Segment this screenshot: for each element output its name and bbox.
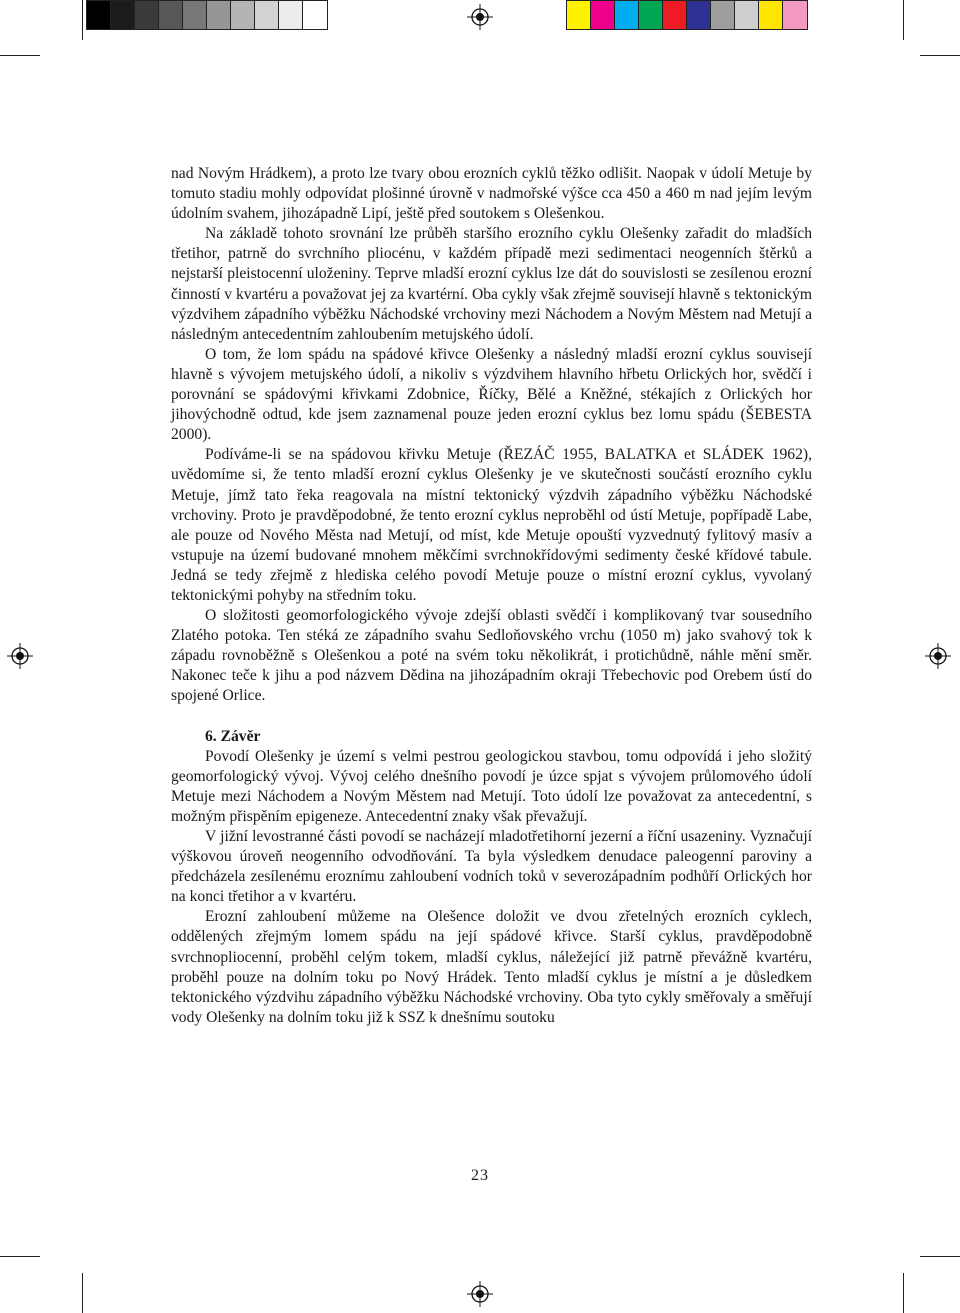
page-number: 23: [471, 1167, 489, 1184]
color-swatch: [663, 1, 687, 29]
color-swatch: [135, 1, 159, 29]
document-body: [171, 164, 812, 1028]
crop-mark-bottom-left: [82, 1273, 83, 1313]
color-swatch: [735, 1, 759, 29]
section-heading-conclusion: 6. Závěr: [205, 727, 261, 745]
color-swatch: [159, 1, 183, 29]
grayscale-color-bar: [86, 0, 328, 30]
color-swatch: [783, 1, 807, 29]
crop-mark-top-right: [903, 0, 904, 40]
crop-mark-bottom-right-h: [920, 1256, 960, 1257]
body-paragraph: O tom, že lom spádu na spádové křivce Olešenky a následný mladší erozní cyklus souvisejí hlavně s vývojem metujského údolí, a nikoliv s výzdvihem hlavního hřbetu Orlických hor, svědčí i porovnání se spádovými křivkami Zdobnice, Říčky, Bělé a Kněžné, stékajích z Orlických hor jihovýchodně odtud, kde jsem zaznamenal pouze jeden erozní cyklus bez lomu spádu (ŠEBESTA 2000).: [171, 345, 812, 444]
body-paragraph: O složitosti geomorfologického vývoje zdejší oblasti svědčí i komplikovaný tvar sousedního Zlatého potoka. Ten stéká ze západního svahu Sedloňovského vrchu (1050 m) jako svahový tok k západu rovnoběžně s Olešenkou a poté na svém toku několikrát, i protichůdně, náhle mění směr. Nakonec teče k jihu a pod názvem Dědina na jihozápadním okraji Třebechovic pod Orebem ústí do spojené Orlice.: [171, 607, 812, 705]
color-swatch: [231, 1, 255, 29]
color-swatch: [255, 1, 279, 29]
color-swatch: [111, 1, 135, 29]
color-swatch: [279, 1, 303, 29]
color-swatch: [591, 1, 615, 29]
color-swatch: [303, 1, 327, 29]
color-swatch: [639, 1, 663, 29]
body-paragraph: nad Novým Hrádkem), a proto lze tvary obou erozních cyklů těžko odlišit. Naopak v údolí Metuje by tomuto stadiu mohly odpovídat plošinné úrovně v nadmořské výšce cca 450 a 460 m nad jejím levým údolním svahem, jihozápadně Lipí, ještě před soutokem s Olešenkou.: [171, 165, 812, 223]
conclusion-paragraph: V jižní levostranné části povodí se nacházejí mladotřetihorní jezerní a říční usazeniny. Vyznačují výškovou úroveň neogenního odvodňování. Ta byla výsledkem denudace paleogenní paroviny a předcházela zesílenému eroznímu zahloubení vodních toků v severozápadním podhůří Orlických hor na konci třetihor a v kvartéru.: [171, 828, 812, 906]
color-swatch: [183, 1, 207, 29]
body-paragraph: Podíváme-li se na spádovou křivku Metuje (ŘEZÁČ 1955, BALATKA et SLÁDEK 1962), uvědomíme si, že tento mladší erozní cyklus Olešenky je ve skutečnosti součástí erozního cyklu Metuje, jímž tato řeka reagovala na místní tektonický výzdvih západního výběžku Náchodské vrchoviny. Proto je pravděpodobné, že tento erozní cyklus neproběhl od ústí Metuje, popřípadě Labe, ale pouze od Nového Města nad Metují, od míst, kde Metuje opouští vyzvednutý fylitový masív a vstupuje na území budované mnohem měkčími svrchnokřídovými sedimenty české křídové tabule. Jedná se tedy zřejmě z hlediska celého povodí Metuje pouze o místní erozní cyklus, vyvolaný tektonickými pohyby na středním toku.: [171, 446, 812, 604]
cmyk-color-bar: [566, 0, 808, 30]
color-swatch: [87, 1, 111, 29]
crop-mark-top-left-h: [0, 55, 40, 56]
color-swatch: [567, 1, 591, 29]
color-swatch: [615, 1, 639, 29]
body-paragraph: Na základě tohoto srovnání lze průběh staršího erozního cyklu Olešenky zařadit do mladších třetihor, patrně do svrchního pliocénu, v každém případě mezi sedimentaci neogenních štěrků a nejstarší pleistocenní uloženiny. Teprve mladší erozní cyklus lze dát do souvislosti se zesílenou erozní činností v kvartéru a považovat jej za kvartérní. Oba cykly však zřejmě souvisejí hlavně s tektonickým výzdvihem západního výběžku Náchodské vrchoviny mezi Náchodem a Novým Městem nad Metují a následným antecedentním zahloubením metujského údolí.: [171, 225, 812, 343]
conclusion-paragraph: Povodí Olešenky je území s velmi pestrou geologickou stavbou, tomu odpovídá i jeho složitý geomorfologický vývoj. Vývoj celého dnešního povodí je úzce spjat s vývojem průlomového údolí Metuje mezi Náchodem a Novým Městem nad Metují. Toto údolí lze považovat za antecedentní, s možným přispěním epigeneze. Antecedentní znaky však převažují.: [171, 747, 812, 825]
crop-mark-top-left: [82, 0, 83, 40]
color-swatch: [687, 1, 711, 29]
registration-mark-icon: [467, 4, 493, 30]
crop-mark-bottom-right: [903, 1273, 904, 1313]
registration-mark-icon: [467, 1281, 493, 1307]
crop-mark-bottom-left-h: [0, 1256, 40, 1257]
conclusion-paragraph: Erozní zahloubení můžeme na Olešence doložit ve dvou zřetelných erozních cyklech, oddělených zřejmým lomem spádu na její spádové křivce. Starší cyklus, pravděpodobně svrchnopliocenní, proběhl celým tokem, mladší cyklus, náležející již patrně převážně kvartéru, proběhl pouze na dolním toku po Nový Hrádek. Tento mladší cyklus je místní a je důsledkem tektonického výzdvihu západního výběžku Náchodské vrchoviny. Oba tyto cykly směřovaly a směřují vody Olešenky na dolním toku již k SSZ k dnešnímu soutoku: [171, 908, 812, 1026]
registration-mark-icon: [925, 643, 951, 669]
crop-mark-top-right-h: [920, 55, 960, 56]
color-swatch: [759, 1, 783, 29]
registration-mark-icon: [7, 643, 33, 669]
color-swatch: [207, 1, 231, 29]
color-swatch: [711, 1, 735, 29]
